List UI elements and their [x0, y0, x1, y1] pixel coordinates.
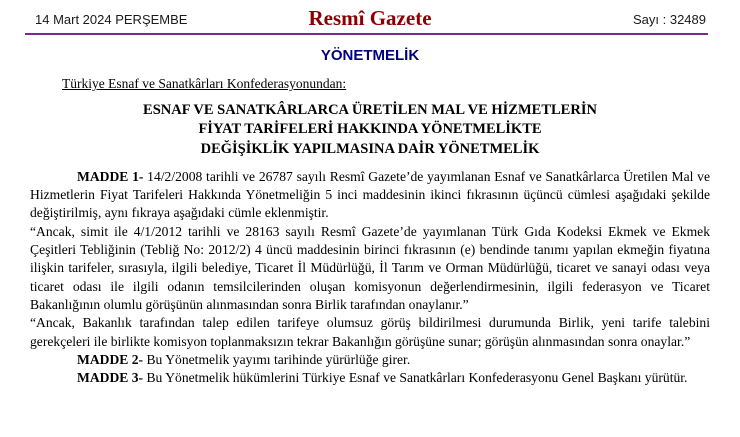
section-heading: YÖNETMELİK — [320, 47, 420, 64]
paragraph-madde-3 — [30, 369, 710, 387]
article-label: MADDE 3- — [77, 370, 144, 386]
regulation-title-line-2: FİYAT TARİFELERİ HAKKINDA YÖNETMELİKTE — [198, 121, 542, 138]
paragraph-madde-2 — [30, 351, 710, 369]
regulation-title-line-3: DEĞİŞİKLİK YAPILMASINA DAİR YÖNETMELİK — [200, 140, 540, 157]
article-text: Bu Yönetmelik hükümlerini Türkiye Esnaf ve Sanatkârları Konfederasyonu Genel Başkanı yürütür. — [143, 370, 688, 386]
masthead-title: Resmî Gazete — [308, 6, 432, 30]
regulation-title — [30, 101, 710, 159]
quote-text: “Ancak, simit ile 4/1/2012 tarihli ve 28163 sayılı Resmî Gazete’de yayımlanan Türk Gıda Kodeksi Ekmek ve Ekmek Çeşitleri Tebliğinin (Tebliğ No: 2012/2) 4 üncü maddesinin birinci fıkrasının (e) bendinde tanımı yapılan ekmeğin fiyatına ilişkin tarifeler, sırasıyla, ilgili belediye, Ticaret İl Müdürlüğü, İl Tarım ve Orman Müdürlüğü, ticaret ve sanayi odası veya ticaret odası ile ilgili odanın temsilcilerinden oluşan komisyonun değerlendirmesinin, ilgili federasyon ve Ticaret Bakanlığının olumlu görüşünün alınmasından sonra Birlik tarafından onaylanır.” — [30, 223, 710, 312]
publication-date: 14 Mart 2024 PERŞEMBE — [35, 12, 188, 27]
article-text: Bu Yönetmelik yayımı tarihinde yürürlüğe girer. — [143, 351, 411, 367]
quote-text: “Ancak, Bakanlık tarafından talep edilen tarifeye olumsuz görüş bildirilmesi durumunda Birlik, yeni tarife talebini gerekçeleri ile birlikte komisyon toplanmaksızın tekrar Bakanlığın görüşüne sunar; görüşün alınmasından sonra onaylar.” — [30, 315, 710, 349]
issuer-line: Türkiye Esnaf ve Sanatkârları Konfederasyonundan: — [62, 76, 347, 91]
gazette-header — [0, 0, 740, 31]
regulation-title-line-1: ESNAF VE SANATKÂRLARCA ÜRETİLEN MAL VE HİZMETLERİN — [143, 102, 597, 118]
article-label: MADDE 2- — [77, 351, 144, 367]
articles-text — [30, 168, 710, 388]
article-label: MADDE 1- — [77, 168, 144, 184]
issue-number: Sayı : 32489 — [633, 12, 706, 27]
document-body — [30, 76, 710, 387]
header-divider — [25, 33, 708, 35]
article-text: 14/2/2008 tarihli ve 26787 sayılı Resmî Gazete’de yayımlanan Esnaf ve Sanatkârlarca Üretilen Mal ve Hizmetlerin Fiyat Tarifeleri Hakkında Yönetmeliğin 5 inci maddesinin ikinci fıkrasının üçüncü cümlesi aşağıdaki şekilde değiştirilmiş, aynı fıkraya aşağıdaki cümle eklenmiştir. — [30, 168, 710, 221]
paragraph-quote-2 — [30, 314, 710, 351]
paragraph-quote-1 — [30, 223, 710, 314]
paragraph-madde-1 — [30, 168, 710, 223]
